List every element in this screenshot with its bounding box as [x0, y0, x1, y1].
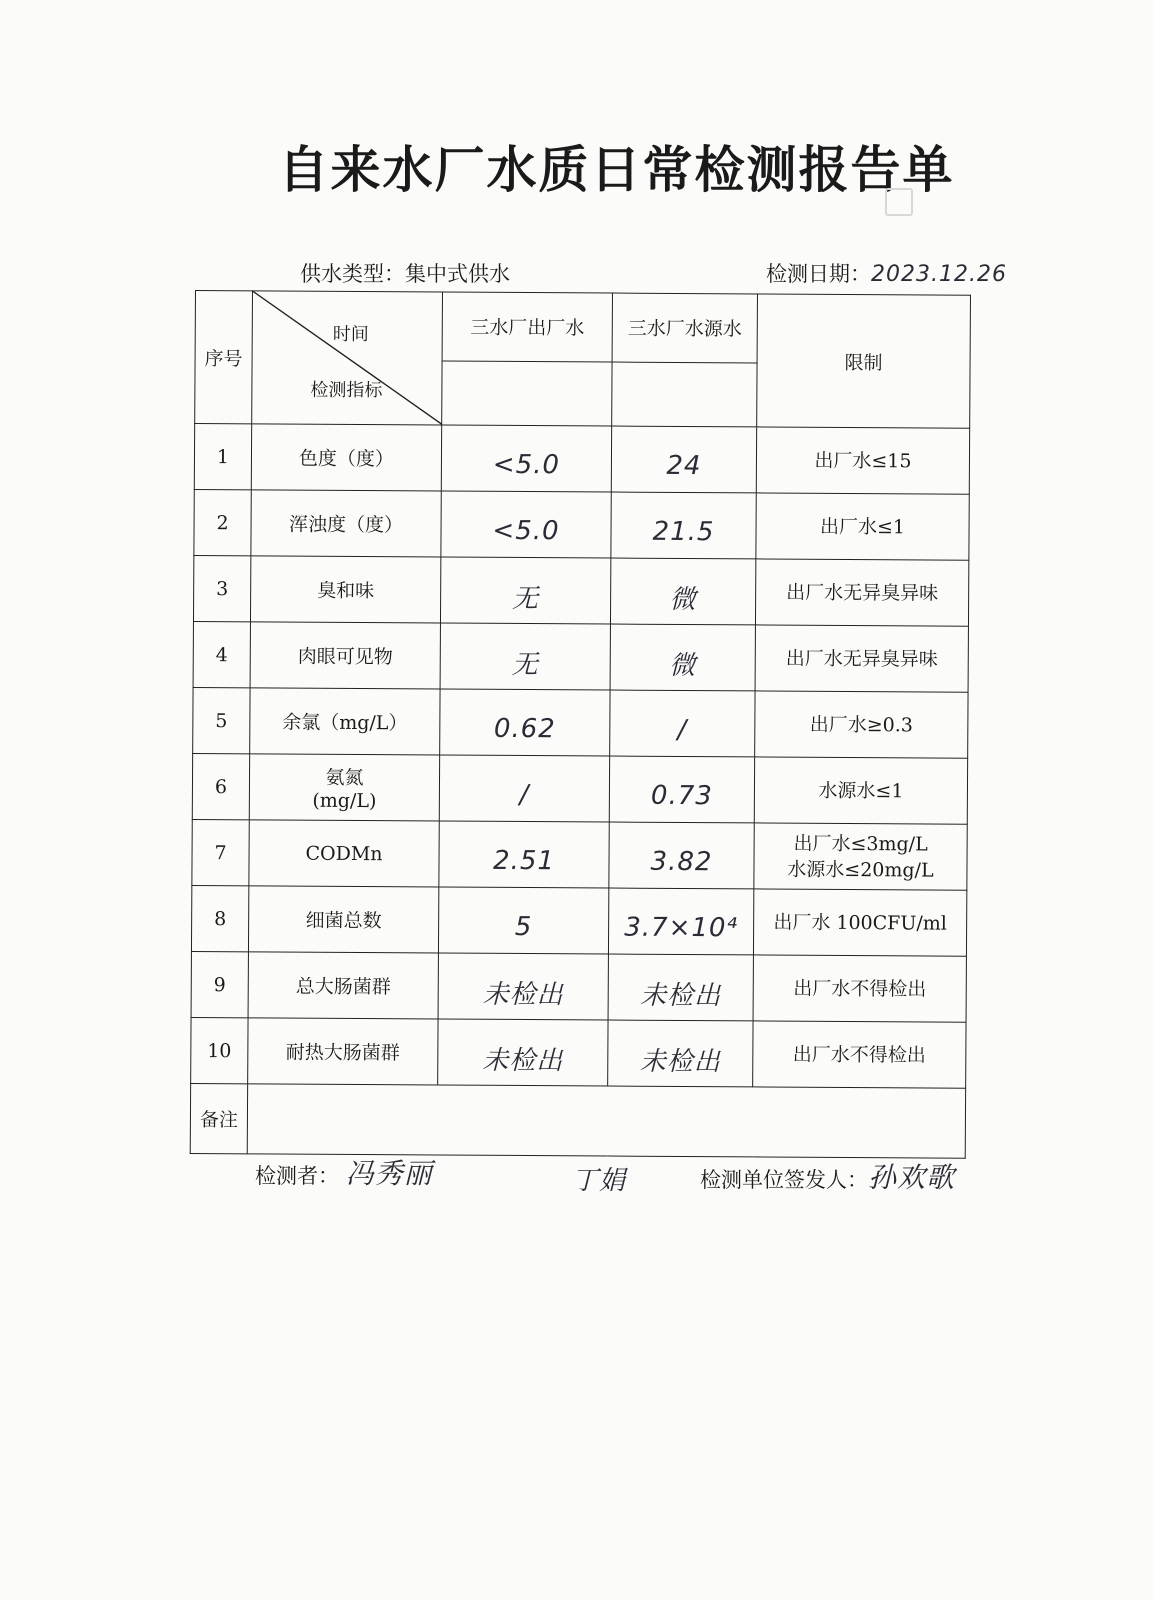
header-limit: 限制 [757, 294, 971, 428]
supply-type-label: 供水类型： [300, 262, 405, 286]
table-row [191, 1017, 966, 1088]
remark-value [247, 1084, 965, 1158]
row-no: 5 [193, 687, 250, 753]
test-date-label: 检测日期： [766, 262, 871, 286]
row-limit [754, 823, 967, 890]
row-no: 2 [194, 489, 251, 555]
row-value-source-text: 未检出 [639, 1046, 721, 1078]
row-indicator: 肉眼可见物 [250, 622, 440, 689]
header-col1: 三水厂出厂水 [442, 292, 612, 362]
row-limit-line1: 出厂水≤3mg/L [793, 832, 928, 855]
row-indicator: 余氯（mg/L） [250, 688, 440, 755]
row-limit: 出厂水≥0.3 [755, 691, 968, 758]
row-limit: 出厂水不得检出 [753, 1021, 966, 1088]
row-value-outlet-text: 未检出 [482, 1045, 564, 1077]
header-indicator: 检测指标 [310, 379, 383, 402]
test-date [766, 258, 1007, 288]
row-value-outlet [440, 689, 610, 756]
header-col2-blank [612, 362, 757, 427]
row-value-source [609, 822, 754, 889]
table-row [191, 951, 966, 1022]
row-value-outlet [439, 755, 609, 822]
row-limit: 出厂水≤15 [756, 427, 969, 494]
row-value-outlet-text: <5.0 [492, 515, 560, 546]
row-value-outlet-text: 未检出 [482, 979, 564, 1011]
row-indicator: 臭和味 [250, 556, 440, 623]
table-row [193, 555, 968, 626]
row-value-outlet [438, 887, 608, 954]
row-indicator: 浑浊度（度） [251, 490, 441, 557]
supply-type [300, 258, 510, 288]
row-value-source [610, 624, 755, 691]
row-no: 3 [193, 555, 250, 621]
row-value-outlet [439, 821, 609, 888]
row-indicator: 细菌总数 [248, 886, 438, 953]
row-value-source [611, 492, 756, 559]
header-diagonal-cell [252, 291, 443, 425]
row-no: 7 [192, 819, 249, 885]
row-no: 9 [191, 951, 248, 1017]
row-limit: 出厂水 100CFU/ml [753, 889, 966, 956]
row-indicator-line1: 氨氮 [325, 766, 364, 790]
row-indicator-line2: (mg/L) [312, 789, 377, 813]
row-indicator: 总大肠菌群 [248, 952, 438, 1019]
page-mark [885, 188, 913, 216]
remark-row [190, 1083, 965, 1158]
row-value-outlet-text: 2.51 [492, 845, 556, 876]
table-row [191, 885, 966, 956]
inspectors [255, 1152, 433, 1192]
header-row [195, 291, 970, 364]
table-row [192, 819, 967, 890]
remark-label: 备注 [190, 1083, 247, 1153]
row-value-source-text: / [677, 714, 688, 745]
row-value-source-text: 未检出 [640, 980, 722, 1012]
row-value-source [608, 888, 753, 955]
row-limit: 水源水≤1 [754, 757, 967, 824]
row-value-outlet [440, 557, 610, 624]
row-value-source [608, 1020, 753, 1087]
test-date-value: 2023.12.26 [871, 262, 1007, 287]
supply-type-value: 集中式供水 [405, 262, 510, 286]
row-limit: 出厂水无异臭异味 [755, 559, 968, 626]
inspector-signature-2: 丁娟 [572, 1166, 627, 1196]
row-value-source-text: 24 [666, 450, 702, 481]
table-row [192, 753, 967, 824]
row-value-outlet-text: 5 [514, 911, 533, 942]
header-col2: 三水厂水源水 [612, 293, 757, 362]
row-value-outlet-text: 无 [511, 649, 539, 681]
row-value-source [610, 690, 755, 757]
table-row [194, 489, 969, 560]
row-value-source [608, 954, 753, 1021]
row-value-source-text: 0.73 [650, 780, 713, 811]
row-limit: 出厂水≤1 [756, 493, 969, 560]
row-limit-line2: 水源水≤20mg/L [787, 858, 934, 882]
row-indicator: CODMn [249, 820, 439, 887]
report-title: 自来水厂水质日常检测报告单 [278, 141, 955, 199]
row-no: 8 [191, 885, 248, 951]
row-value-outlet-text: 无 [512, 583, 540, 615]
row-value-source [611, 426, 756, 493]
row-value-source [609, 756, 754, 823]
row-value-outlet [441, 425, 611, 492]
row-value-source-text: 微 [669, 650, 697, 682]
table-row [193, 687, 968, 758]
header-col1-blank [442, 361, 612, 427]
row-value-outlet-text: 0.62 [493, 713, 556, 744]
row-value-outlet [438, 953, 608, 1020]
issuer-label: 检测单位签发人： [700, 1168, 868, 1192]
row-value-source-text: 21.5 [652, 516, 715, 547]
row-no: 10 [191, 1017, 248, 1083]
table-row [193, 621, 968, 692]
inspector-signature-1: 冯秀丽 [345, 1157, 433, 1190]
row-value-outlet-text: / [519, 779, 530, 810]
header-time: 时间 [332, 323, 369, 346]
issuer [700, 1156, 955, 1196]
row-no: 1 [194, 424, 251, 490]
row-value-source [610, 558, 755, 625]
row-limit: 出厂水不得检出 [753, 955, 966, 1022]
row-value-outlet [441, 491, 611, 558]
row-value-outlet-text: <5.0 [492, 449, 561, 480]
row-indicator: 色度（度） [251, 424, 441, 491]
row-value-source-text: 微 [669, 584, 697, 616]
table-row [194, 424, 969, 495]
report-table [190, 290, 971, 1159]
row-indicator [249, 754, 439, 821]
row-value-source-text: 3.82 [650, 846, 713, 877]
row-value-outlet [438, 1019, 608, 1086]
row-indicator: 耐热大肠菌群 [248, 1018, 438, 1085]
issuer-signature: 孙欢歌 [868, 1161, 956, 1194]
row-value-outlet [440, 623, 610, 690]
inspector-label: 检测者： [255, 1164, 339, 1188]
row-no: 4 [193, 621, 250, 687]
header-seq: 序号 [195, 291, 253, 424]
row-no: 6 [192, 753, 249, 819]
diagonal-line [252, 291, 443, 424]
row-limit: 出厂水无异臭异味 [755, 625, 968, 692]
row-value-source-text: 3.7×10⁴ [624, 912, 739, 943]
